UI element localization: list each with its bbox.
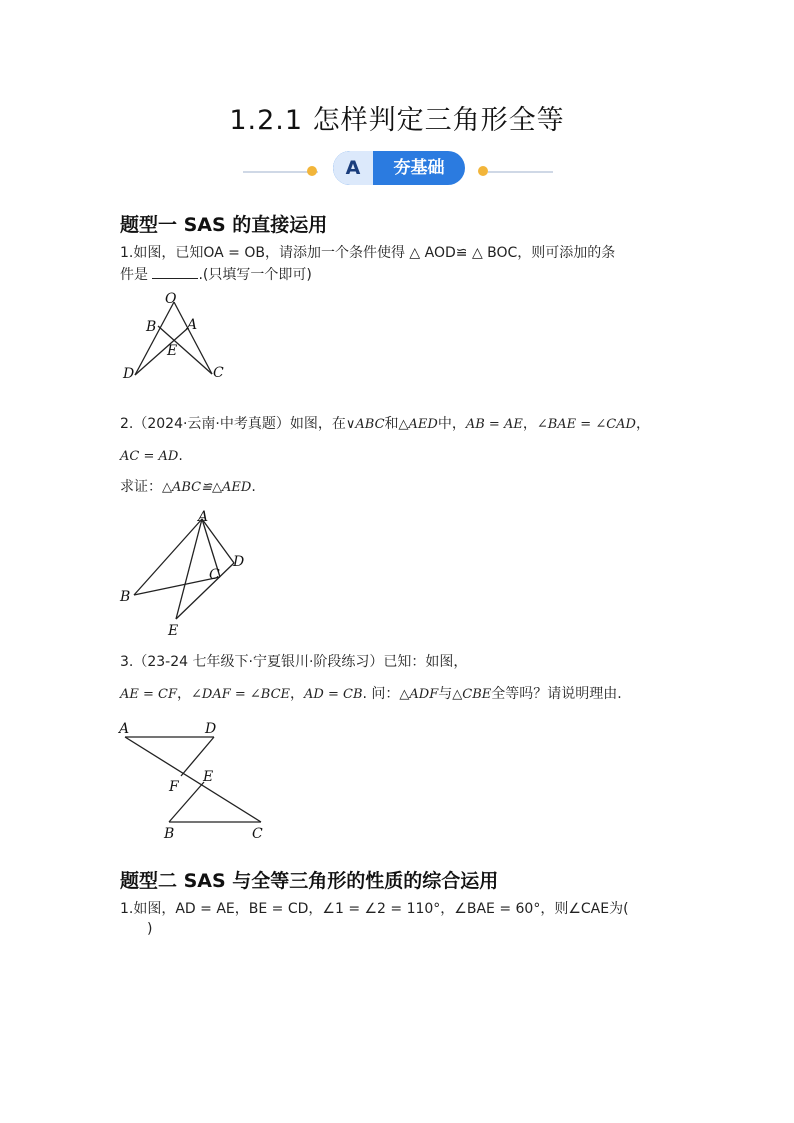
- q2-label-C: C: [209, 567, 220, 583]
- q2-prove-statement: △ABC≌△AED: [162, 480, 252, 495]
- q1-line1: 1.如图，已知OA = OB，请添加一个条件使得 △ AOD≌ △ BOC，则可添加的条: [120, 245, 616, 261]
- q2-and: 和: [384, 416, 399, 432]
- q2-in: 中，: [437, 416, 466, 432]
- q2-label-E: E: [168, 623, 179, 639]
- q3-label-E: E: [203, 769, 214, 785]
- q1-label-D: D: [123, 366, 135, 382]
- q3-label-A: A: [119, 721, 130, 737]
- q2-prove-label: 求证：: [120, 479, 162, 495]
- q1-line2: [120, 264, 312, 286]
- q2-comma2: ，: [635, 416, 650, 432]
- q2-cond-ab-ae: AB = AE: [465, 417, 523, 432]
- s2-q1-line2: ): [147, 921, 153, 937]
- q1-label-C: C: [213, 365, 224, 381]
- section1-heading: 题型一 SAS 的直接运用: [120, 214, 328, 236]
- q1-segment-OC: [174, 302, 212, 374]
- section-badge: [333, 151, 465, 185]
- q3-cond-angles: ∠DAF = ∠BCE: [191, 687, 291, 702]
- q2-line3: [120, 476, 256, 499]
- q3-with: 与: [438, 686, 453, 702]
- badge-label: 夯基础: [393, 158, 445, 178]
- q1-segment-AD: [135, 328, 188, 375]
- q3-figure: [115, 715, 275, 845]
- q2-tri-abc: ∨ABC: [345, 417, 385, 432]
- q3-segment-AC: [125, 737, 261, 822]
- q2-label-A: A: [198, 509, 209, 525]
- q1-label-E: E: [167, 343, 178, 359]
- q2-cond-ac-ad: AC = AD: [120, 449, 179, 464]
- q3-label-D: D: [205, 721, 217, 737]
- q2-comma1: ，: [522, 416, 537, 432]
- q2-segment-AD: [202, 519, 234, 563]
- q1-label-B: B: [146, 319, 157, 335]
- q3-comma2: ，: [290, 686, 305, 702]
- q3-tri-adf: △ADF: [399, 687, 439, 702]
- q2-cond-angles: ∠BAE = ∠CAD: [536, 417, 636, 432]
- q1-line2-prefix: 件是: [120, 267, 153, 283]
- q1-segment-OD: [135, 302, 174, 375]
- q3-label-C: C: [252, 826, 263, 842]
- page-title-text: 1.2.1 怎样判定三角形全等: [229, 105, 565, 136]
- q3-comma1: ，: [177, 686, 192, 702]
- q2-source: 2.（2024·云南·中考真题）如图，在: [120, 416, 346, 432]
- banner-right-dot: [478, 166, 488, 176]
- q2-segment-ED: [176, 563, 234, 619]
- q2-line2-period: .: [178, 448, 183, 464]
- q2-tri-aed: △AED: [398, 417, 438, 432]
- q3-cond-ae-cf: AE = CF: [120, 687, 178, 702]
- q1-line2-suffix: .(只填写一个即可): [198, 267, 312, 283]
- q3-question: 全等吗？请说明理由.: [491, 686, 622, 702]
- q3-cond-ad-cb: AD = CB: [304, 687, 363, 702]
- q3-label-B: B: [164, 826, 175, 842]
- q1-label-O: O: [165, 291, 177, 307]
- q3-tri-cbe: △CBE: [452, 687, 492, 702]
- q2-line2: [120, 445, 183, 468]
- q2-line1: [120, 413, 650, 436]
- s2-q1-line1: 1.如图，AD = AE，BE = CD，∠1 = ∠2 = 110°，∠BAE = 60°，则∠CAE为(: [120, 901, 629, 917]
- q1-figure: [115, 288, 235, 388]
- badge-letter: A: [333, 151, 373, 185]
- q2-label-B: B: [120, 589, 131, 605]
- q3-line2: [120, 683, 622, 706]
- banner-left-dot: [307, 166, 317, 176]
- q3-label-F: F: [169, 779, 179, 795]
- q1-answer-blank: [152, 264, 198, 279]
- q2-label-D: D: [233, 554, 245, 570]
- q3-ask: . 问：: [362, 686, 400, 702]
- q3-line1: 3.（23-24 七年级下·宁夏银川·阶段练习）已知：如图，: [120, 654, 468, 670]
- q1-label-A: A: [187, 317, 198, 333]
- section2-heading: 题型二 SAS 与全等三角形的性质的综合运用: [120, 870, 499, 892]
- page-title: [0, 98, 794, 137]
- q2-line3-period: .: [251, 479, 256, 495]
- q2-figure: [115, 505, 265, 640]
- banner-right-line: [488, 171, 553, 173]
